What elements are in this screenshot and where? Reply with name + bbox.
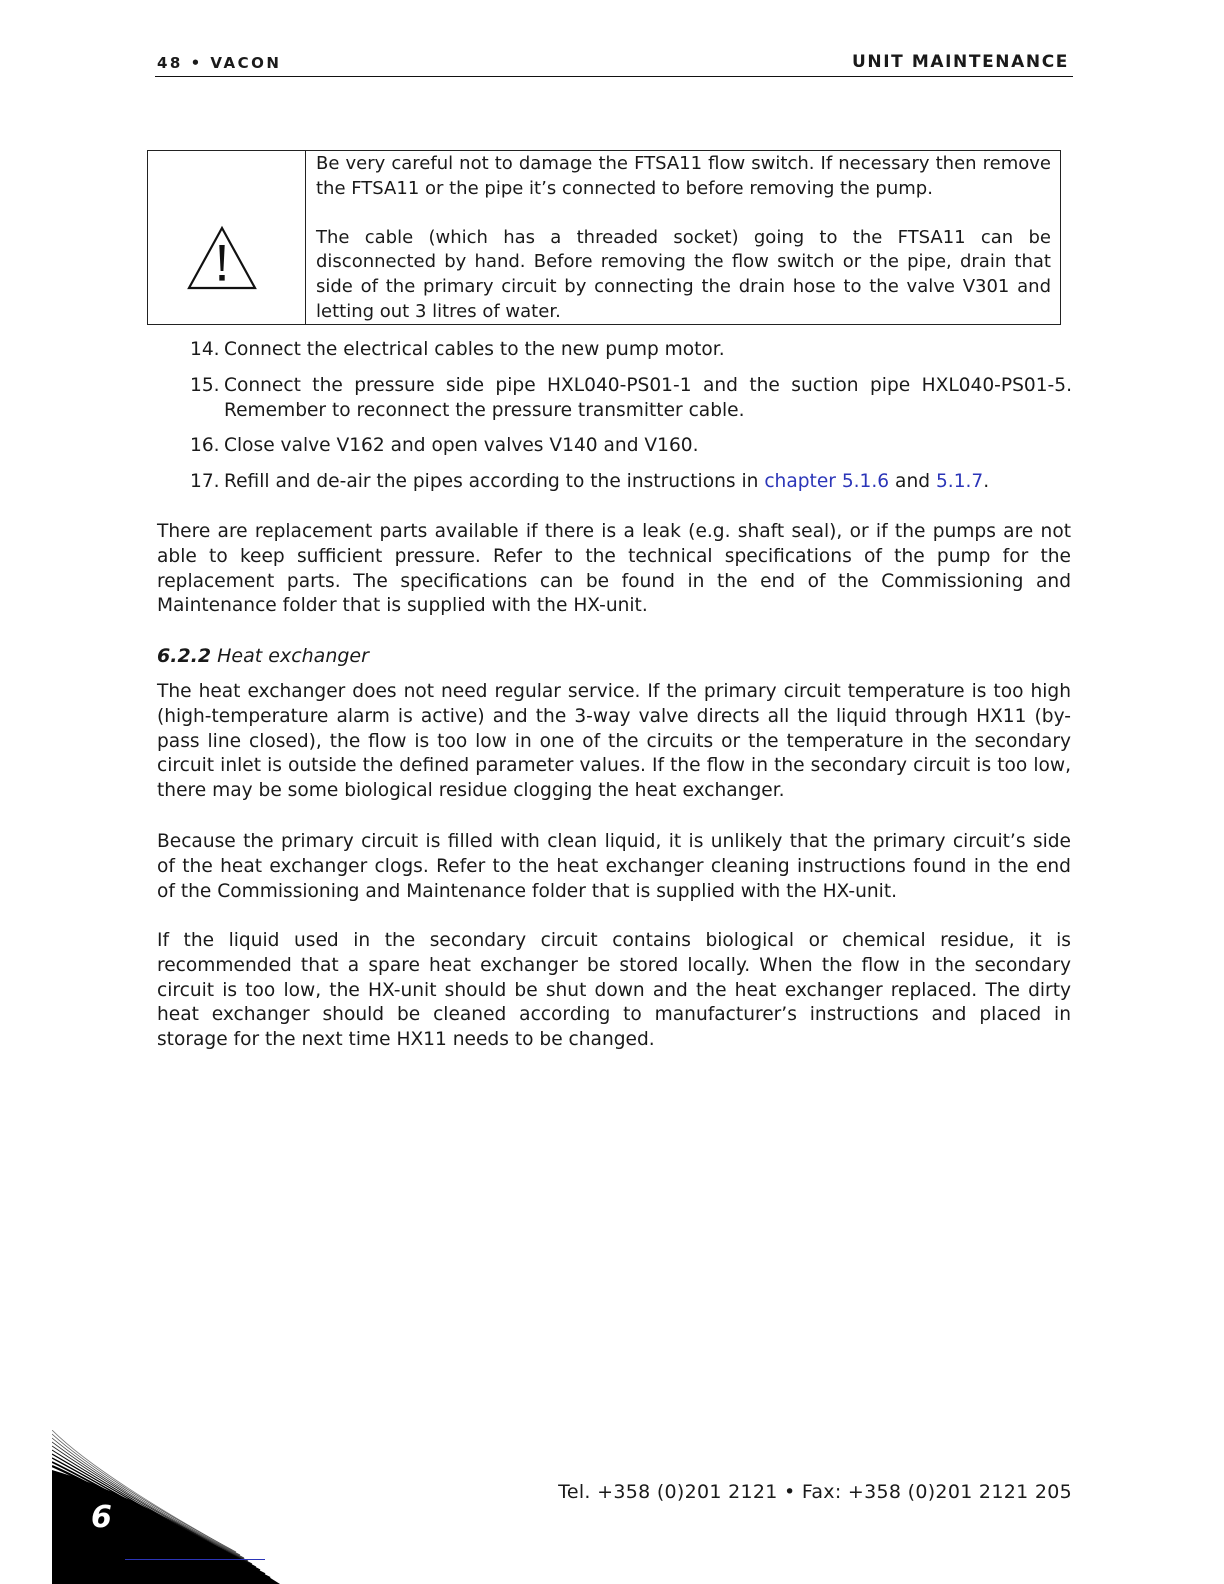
procedure-steps — [185, 338, 1072, 506]
step-number: 14. — [190, 339, 220, 360]
footer-contact: Tel. +358 (0)201 2121 • Fax: +358 (0)201 2121 205 — [558, 1481, 1072, 1503]
step-text-connector: and — [889, 471, 936, 493]
step-number: 17. — [190, 471, 220, 493]
warning-triangle-icon — [186, 225, 258, 291]
list-item — [185, 338, 1072, 363]
step-number: 15. — [190, 374, 220, 396]
warning-text-cell — [316, 152, 1051, 324]
warning-paragraph: The cable (which has a threaded socket) going to the FTSA11 can be disconnected by hand. Before removing the flow switch or the pipe, drain that side of the primary circuit by connecting the drain hose to the valve V301 and letting out 3 litres of water. — [316, 226, 1051, 322]
page-header — [155, 52, 1073, 77]
body-paragraph: Because the primary circuit is filled with clean liquid, it is unlikely that the primary circuit’s side of the heat exchanger clogs. Refer to the heat exchanger cleaning instructions found in the end of the Commissioning and Maintenance folder that is supplied with the HX-unit. — [157, 831, 1071, 902]
chapter-corner-graphic — [52, 1430, 282, 1584]
section-heading — [157, 645, 369, 667]
body-paragraph: If the liquid used in the secondary circuit contains biological or chemical residue, it is recommended that a spare heat exchanger be stored locally. When the flow in the secondary circuit is too low, the HX-unit should be shut down and the heat exchanger replaced. The dirty heat exchanger should be cleaned according to manufacturer’s instructions and placed in storage for the next time HX11 needs to be changed. — [157, 930, 1071, 1051]
header-page-brand: 48 • VACON — [157, 54, 282, 72]
warning-paragraph: Be very careful not to damage the FTSA11 flow switch. If necessary then remove the FTSA11 or the pipe it’s connected to before removing the pump. — [316, 153, 1051, 199]
section-number: 6.2.2 — [157, 645, 212, 667]
warning-box — [147, 150, 1061, 325]
section-title: Heat exchanger — [211, 645, 369, 667]
step-text: Connect the pressure side pipe HXL040-PS01-1 and the suction pipe HXL040-PS01-5. Remember to reconnect the pressure transmitter cable. — [224, 374, 1072, 421]
step-number: 16. — [190, 435, 220, 457]
header-section-title: UNIT MAINTENANCE — [851, 52, 1069, 72]
replacement-parts-paragraph: There are replacement parts available if there is a leak (e.g. shaft seal), or if the pumps are not able to keep sufficient pressure. Refer to the technical specifications of the pump for the replacement parts. The specifications can be found in the end of the Commissioning and Maintenance folder that is supplied with the HX-unit. — [157, 521, 1071, 617]
chapter-link-5-1-6[interactable]: chapter 5.1.6 — [764, 471, 890, 493]
body-paragraph: The heat exchanger does not need regular service. If the primary circuit temperature is too high (high-temperature alarm is active) and the 3-way valve directs all the liquid through HX11 (by-pass line closed), the flow is too low in one of the circuits or the temperature in the secondary circuit inlet is outside the defined parameter values. If the flow in the secondary circuit is too low, there may be some biological residue clogging the heat exchanger. — [157, 681, 1071, 802]
step-text-end: . — [983, 471, 990, 493]
step-text: Refill and de-air the pipes according to the instructions in — [224, 471, 765, 493]
list-item — [185, 374, 1072, 424]
list-item — [185, 434, 1072, 459]
warning-icon-cell — [148, 151, 306, 324]
step-text: Connect the electrical cables to the new pump motor. — [224, 339, 725, 360]
chapter-number: 6 — [91, 1500, 112, 1535]
step-text: Close valve V162 and open valves V140 and V160. — [224, 435, 699, 457]
list-item — [185, 470, 1072, 495]
chapter-link-5-1-7[interactable]: 5.1.7 — [935, 471, 984, 493]
footer-rule — [125, 1559, 265, 1560]
